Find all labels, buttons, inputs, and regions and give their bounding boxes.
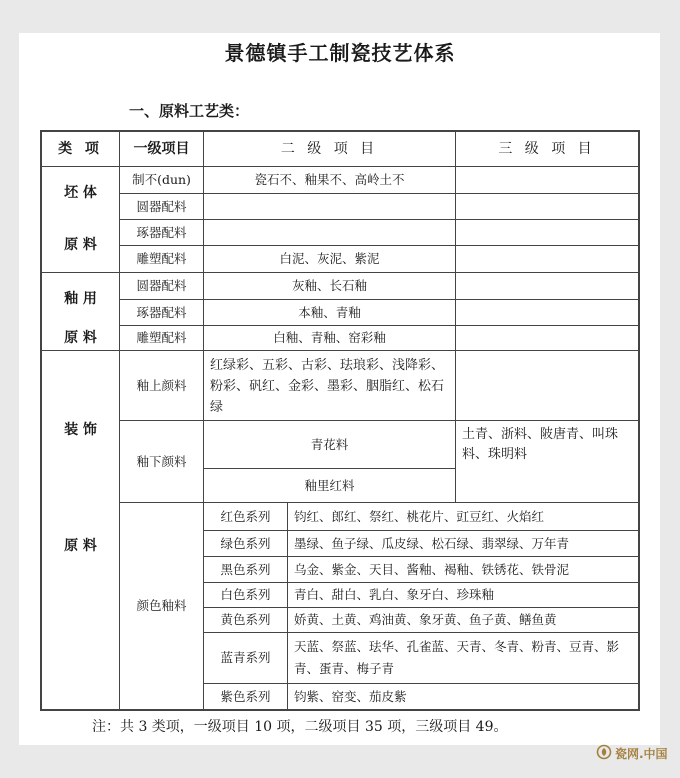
level1-yuanqi-youliao: 圆器配料 — [136, 278, 187, 293]
document-title: 景德镇手工制瓷技艺体系 — [224, 41, 456, 65]
series-items-yellow: 娇黄、土黄、鸡油黄、象牙黄、鱼子黄、鳝鱼黄 — [294, 612, 557, 627]
series-items-red: 钧红、郎红、祭红、桃花片、豇豆红、火焰红 — [294, 508, 545, 524]
series-name-purple: 紫色系列 — [220, 688, 271, 704]
level3-youxia-yanliao: 土青、浙料、陂唐青、叫珠料、珠明料 — [462, 426, 619, 462]
level2-yuanqi-youliao: 灰釉、长石釉 — [291, 278, 367, 293]
series-items-black: 乌金、紫金、天目、酱釉、褐釉、铁锈花、铁骨泥 — [294, 561, 570, 577]
site-logo[interactable] — [596, 744, 668, 763]
series-items-blue: 天蓝、祭蓝、珐华、孔雀蓝、天青、冬青、粉青、豆青、影青、蛋青、梅子青 — [294, 639, 620, 676]
series-items-green: 墨绿、鱼子绿、瓜皮绿、松石绿、翡翠绿、万年青 — [294, 535, 570, 551]
section-heading: 一、原料工艺类： — [129, 102, 250, 120]
header-level3: 三 级 项 目 — [498, 140, 596, 157]
series-name-yellow: 黄色系列 — [220, 612, 271, 627]
series-name-green: 绿色系列 — [220, 535, 271, 551]
category-zhuangshi-line2: 原 料 — [64, 538, 97, 554]
porcelain-net-logo-icon — [596, 744, 612, 763]
level2-zhuoqi-youliao: 本釉、青釉 — [298, 304, 361, 320]
level2-diaosu-peiliao: 白泥、灰泥、紫泥 — [279, 251, 380, 266]
series-name-black: 黑色系列 — [220, 561, 271, 577]
category-pitai-line2: 原 料 — [64, 237, 97, 253]
level2-zhidun: 瓷石不、釉果不、高岭土不 — [254, 172, 405, 187]
level1-diaosu-youliao: 雕塑配料 — [136, 330, 187, 345]
category-pitai-line1: 坯 体 — [64, 185, 97, 201]
level1-youshang-yanliao: 釉上颜料 — [136, 377, 187, 393]
logo-text: 瓷网.中国 — [615, 747, 668, 761]
series-name-red: 红色系列 — [220, 508, 271, 524]
level2-qinghua-liao: 青花料 — [310, 436, 349, 452]
level2-diaosu-youliao: 白釉、青釉、窑彩釉 — [273, 330, 386, 345]
category-youyong-line2: 原 料 — [64, 330, 97, 346]
series-items-white: 青白、甜白、乳白、象牙白、珍珠釉 — [294, 587, 495, 602]
category-youyong-line1: 釉 用 — [64, 291, 97, 307]
level1-zhuoqi-peiliao: 琢器配料 — [136, 224, 187, 240]
header-category: 类 项 — [58, 140, 103, 157]
level1-diaosu-peiliao: 雕塑配料 — [136, 251, 187, 266]
level1-yuanqi-peiliao: 圆器配料 — [136, 198, 187, 214]
series-items-purple: 钧紫、窑变、茄皮紫 — [294, 688, 407, 704]
series-name-white: 白色系列 — [220, 587, 271, 602]
series-name-blue: 蓝青系列 — [220, 650, 271, 665]
footnote: 注：共 3 类项，一级项目 10 项，二级项目 35 项，三级项目 49。 — [92, 719, 508, 735]
level1-yanse-youliao: 颜色釉料 — [136, 598, 187, 613]
header-level1: 一级项目 — [133, 140, 190, 157]
level1-zhuoqi-youliao: 琢器配料 — [136, 304, 187, 320]
category-zhuangshi-line1: 装 饰 — [64, 422, 97, 438]
level2-youlihong-liao: 釉里红料 — [304, 477, 355, 493]
level2-youshang-yanliao: 红绿彩、五彩、古彩、珐琅彩、浅降彩、粉彩、矾红、金彩、墨彩、胭脂红、松石绿 — [210, 357, 445, 415]
level1-youxia-yanliao: 釉下颜料 — [136, 453, 187, 469]
header-level2: 二 级 项 目 — [280, 140, 379, 157]
level1-zhidun: 制不(dun) — [132, 172, 191, 187]
